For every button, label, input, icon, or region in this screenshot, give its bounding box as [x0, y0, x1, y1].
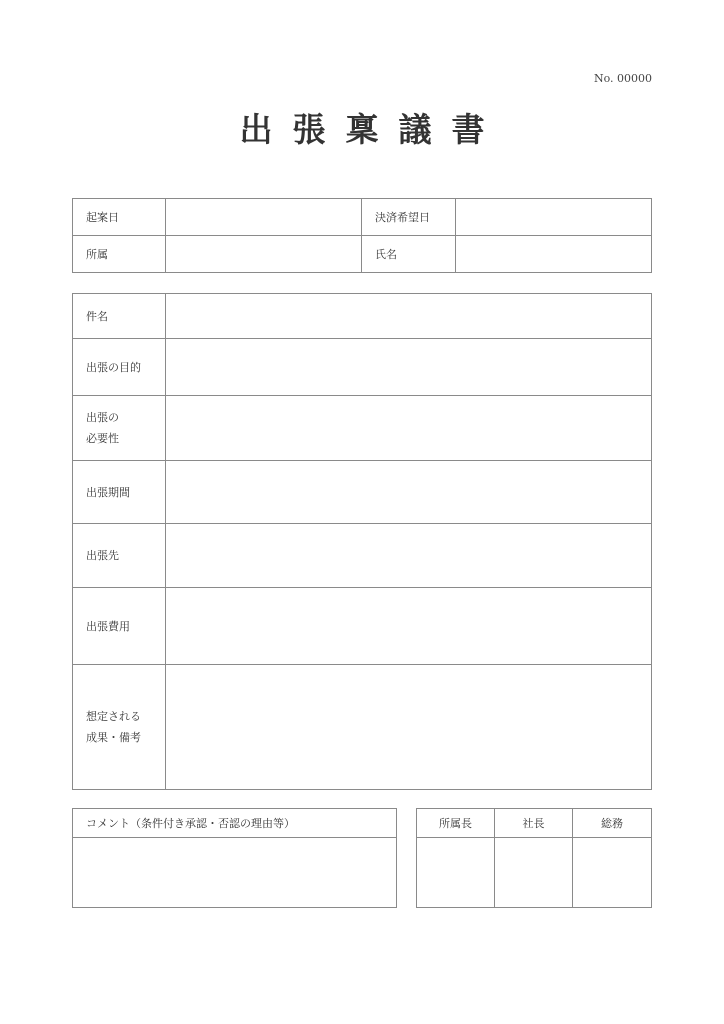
- draft-date-field[interactable]: [166, 199, 362, 236]
- name-field[interactable]: [456, 236, 652, 273]
- approval-date-label: 決済希望日: [362, 199, 456, 236]
- approval-date-field[interactable]: [456, 199, 652, 236]
- draft-date-label: 起案日: [73, 199, 166, 236]
- stamp-president[interactable]: [495, 838, 573, 908]
- approval-table: [416, 808, 652, 908]
- destination-label: 出張先: [73, 524, 166, 588]
- comment-field[interactable]: [73, 838, 397, 908]
- purpose-field[interactable]: [166, 339, 652, 396]
- approver-dept-head-label: 所属長: [417, 809, 495, 838]
- subject-field[interactable]: [166, 294, 652, 339]
- comment-table: [72, 808, 397, 908]
- outcome-remarks-label: 想定される 成果・備考: [73, 665, 166, 790]
- necessity-field[interactable]: [166, 396, 652, 461]
- necessity-label: 出張の 必要性: [73, 396, 166, 461]
- expense-field[interactable]: [166, 588, 652, 665]
- purpose-label: 出張の目的: [73, 339, 166, 396]
- department-label: 所属: [73, 236, 166, 273]
- period-field[interactable]: [166, 461, 652, 524]
- stamp-dept-head[interactable]: [417, 838, 495, 908]
- subject-label: 件名: [73, 294, 166, 339]
- page-title: 出張稟議書: [239, 110, 505, 149]
- department-field[interactable]: [166, 236, 362, 273]
- outcome-remarks-field[interactable]: [166, 665, 652, 790]
- approver-general-affairs-label: 総務: [573, 809, 652, 838]
- expense-label: 出張費用: [73, 588, 166, 665]
- approver-president-label: 社長: [495, 809, 573, 838]
- period-label: 出張期間: [73, 461, 166, 524]
- header-table: [72, 198, 652, 273]
- name-label: 氏名: [362, 236, 456, 273]
- details-table: [72, 293, 652, 790]
- destination-field[interactable]: [166, 524, 652, 588]
- stamp-general-affairs[interactable]: [573, 838, 652, 908]
- document-number: No. 00000: [593, 72, 652, 85]
- comment-label: コメント（条件付き承認・否認の理由等）: [73, 809, 397, 838]
